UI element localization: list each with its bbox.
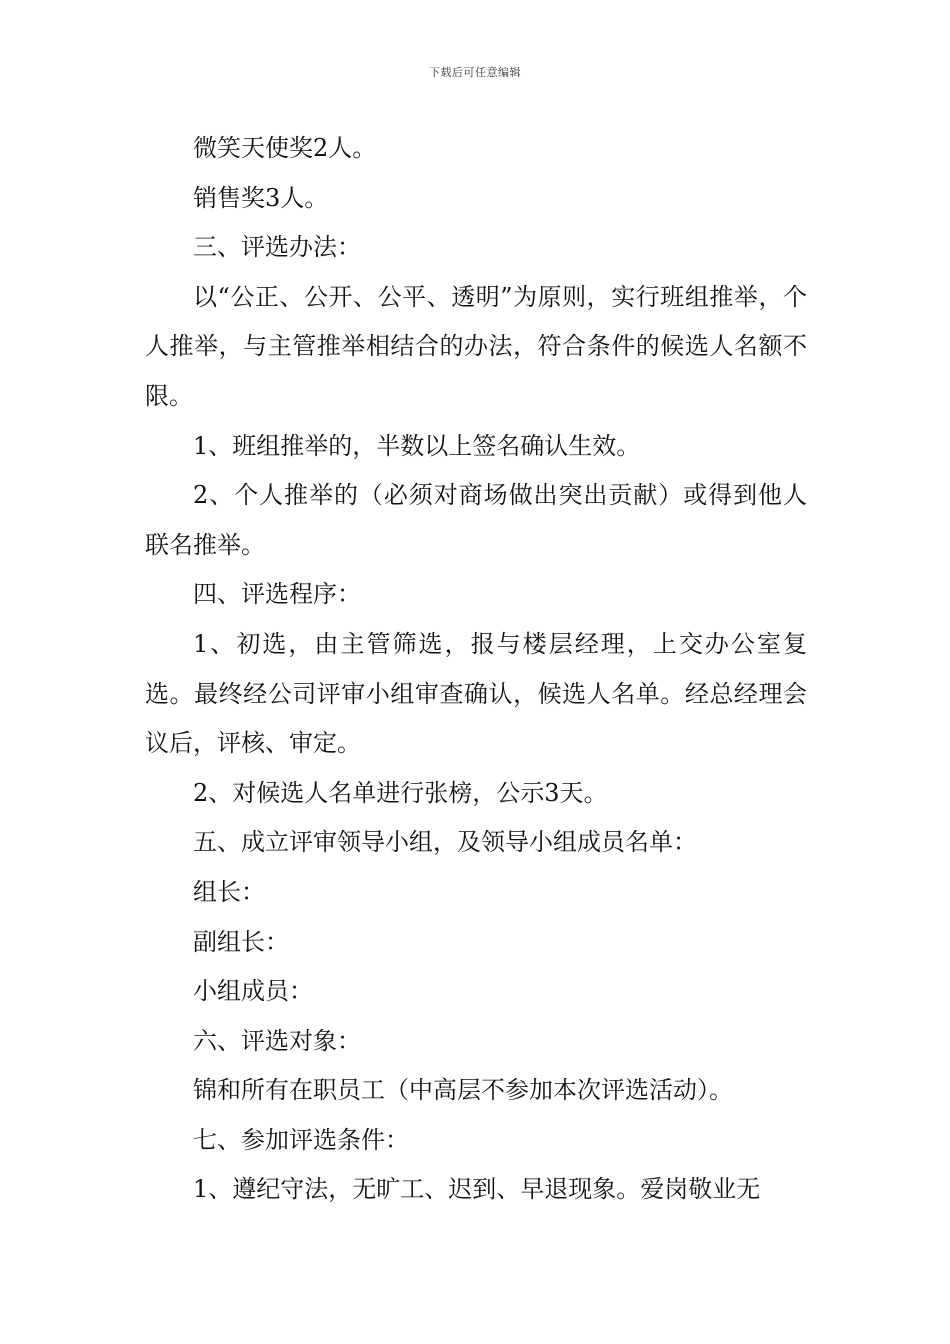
paragraph-targets: 锦和所有在职员工（中高层不参加本次评选活动）。 bbox=[193, 1076, 733, 1105]
section-heading-conditions: 七、参加评选条件： bbox=[193, 1125, 409, 1154]
paragraph-award-smile: 微笑天使奖2人。 bbox=[193, 134, 377, 162]
paragraph-method-item-2: 2、个人推举的（必须对商场做出突出贡献）或得到他人联名推举。 bbox=[145, 481, 807, 559]
section-heading-committee: 五、成立评审领导小组，及领导小组成员名单： bbox=[193, 828, 697, 857]
paragraph-method-item-1: 1、班组推举的，半数以上签名确认生效。 bbox=[193, 431, 641, 460]
section-heading-method: 三、评选办法： bbox=[193, 233, 361, 262]
section-heading-targets: 六、评选对象： bbox=[193, 1026, 361, 1055]
paragraph-award-sales: 销售奖3人。 bbox=[193, 183, 329, 212]
paragraph-committee-members: 小组成员： bbox=[193, 977, 313, 1006]
paragraph-committee-deputy: 副组长： bbox=[193, 927, 289, 956]
page-header: 下载后可任意编辑 bbox=[429, 66, 521, 79]
document-body bbox=[145, 124, 807, 1215]
paragraph-conditions-item-1: 1、遵纪守法，无旷工、迟到、早退现象。爱岗敬业无 bbox=[193, 1175, 761, 1204]
paragraph-committee-leader: 组长： bbox=[193, 877, 265, 906]
section-heading-procedure: 四、评选程序： bbox=[193, 580, 361, 609]
paragraph-procedure-item-2: 2、对候选人名单进行张榜，公示3天。 bbox=[193, 778, 608, 807]
paragraph-method-principle: 以“公正、公开、公平、透明”为原则，实行班组推举，个人推举，与主管推举相结合的办法，符合条件的候选人名额不限。 bbox=[145, 282, 807, 410]
paragraph-procedure-item-1: 1、初选，由主管筛选，报与楼层经理，上交办公室复选。最终经公司评审小组审查确认，候选人名单。经总经理会议后，评核、审定。 bbox=[145, 629, 807, 758]
